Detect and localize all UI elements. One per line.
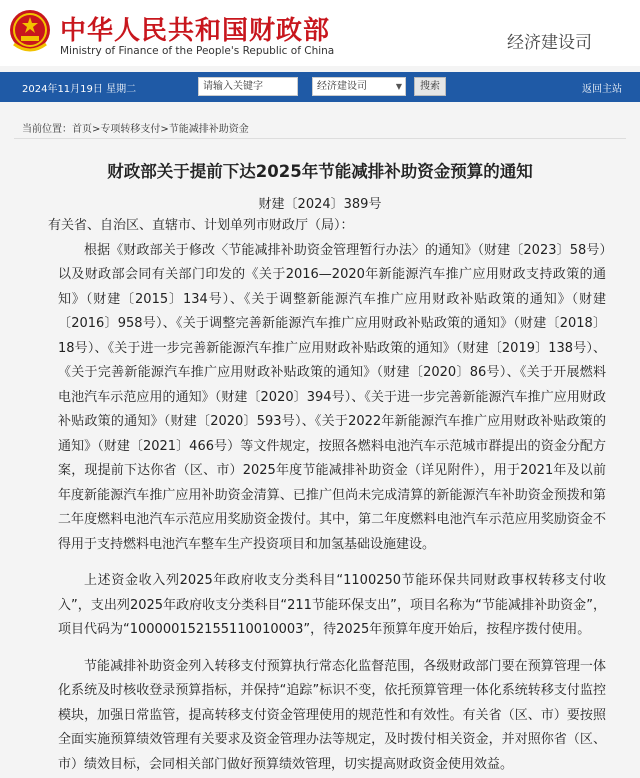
document-title: 财政部关于提前下达2025年节能减排补助资金预算的通知	[107, 162, 533, 181]
department-name[interactable]: 经济建设司	[507, 33, 592, 53]
site-title: 中华人民共和国财政部	[60, 16, 331, 46]
search-scope-select[interactable]	[312, 77, 406, 96]
search-input[interactable]: 请输入关键字	[198, 77, 298, 96]
search-button[interactable]: 搜索	[414, 77, 446, 96]
return-home-link[interactable]: 返回主站	[582, 84, 622, 95]
breadcrumb[interactable]: 当前位置：首页>专项转移支付>节能减排补助资金	[22, 124, 249, 135]
divider	[14, 138, 626, 139]
site-header	[0, 0, 640, 66]
document-paragraph: 根据《财政部关于修改〈节能减排补助资金管理暂行办法〉的通知》（财建〔2023〕58号）以及财政部会同有关部门印发的《关于2016—2020年新能源汽车推广应用财政支持政策的通知》（财建〔2015〕134号）、《关于调整新能源汽车推广应用财政补贴政策的通知》（财建〔2016〕958号）、《关于调整完善新能源汽车推广应用财政补贴政策的通知》（财建〔2018〕18号）、《关于进一步完善新能源汽车推广应用财政补贴政策的通知》（财建〔2019〕138号）、《关于完善新能源汽车推广应用财政补贴政策的通知》（财建〔2020〕86号）、《关于开展燃料电池汽车示范应用的通知》（财建〔2020〕394号）、《关于进一步完善新能源汽车推广应用财政补贴政策的通知》（财建〔2020〕593号）、《关于2022年新能源汽车推广应用财政补贴政策的通知》（财建〔2021〕466号）等文件规定，按照各燃料电池汽车示范城市群提出的资金分配方案，现提前下达你省（区、市）2025年度节能减排补助资金（详见附件），用于2021年及以前年度新能源汽车推广应用补助资金清算、已推广但尚未完成清算的新能源汽车补助资金预拨和第二年度燃料电池汽车示范应用奖励资金拨付。其中，第二年度燃料电池汽车示范应用奖励资金不得用于支持燃料电池汽车整车生产投资项目和加氢基础设施建设。	[58, 242, 606, 552]
national-emblem-icon	[8, 8, 52, 56]
document-paragraph: 上述资金收入列2025年政府收支分类科目“1100250节能环保共同财政事权转移支付收入”，支出列2025年政府收支分类科目“211节能环保支出”，项目名称为“节能减排补助资金”，项目代码为“100000152155110010003”，待2025年预算年度开始后，按程序拨付使用。	[58, 573, 606, 638]
document-addressee: 有关省、自治区、直辖市、计划单列市财政厅（局）：	[48, 218, 354, 233]
document-body	[48, 214, 606, 778]
chevron-down-icon: ▼	[395, 82, 402, 91]
current-date: 2024年11月19日 星期二	[22, 84, 137, 95]
search-scope-label: 经济建设司	[317, 81, 367, 92]
navigation-bar	[0, 72, 640, 102]
site-title-english: Ministry of Finance of the People's Republic of China	[60, 45, 335, 57]
document-paragraph: 节能减排补助资金列入转移支付预算执行常态化监督范围，各级财政部门要在预算管理一体化系统及时核收登录预算指标，并保持“追踪”标识不变，依托预算管理一体化系统转移支付监控模块，加强日常监管，提高转移支付资金管理使用的规范性和有效性。有关省（区、市）要按照全面实施预算绩效管理有关要求及资金管理办法等规定，及时拨付相关资金，并对照你省（区、市）绩效目标，会同相关部门做好预算绩效管理，切实提高财政资金使用效益。	[58, 658, 606, 772]
document-number: 财建〔2024〕389号	[258, 197, 382, 212]
